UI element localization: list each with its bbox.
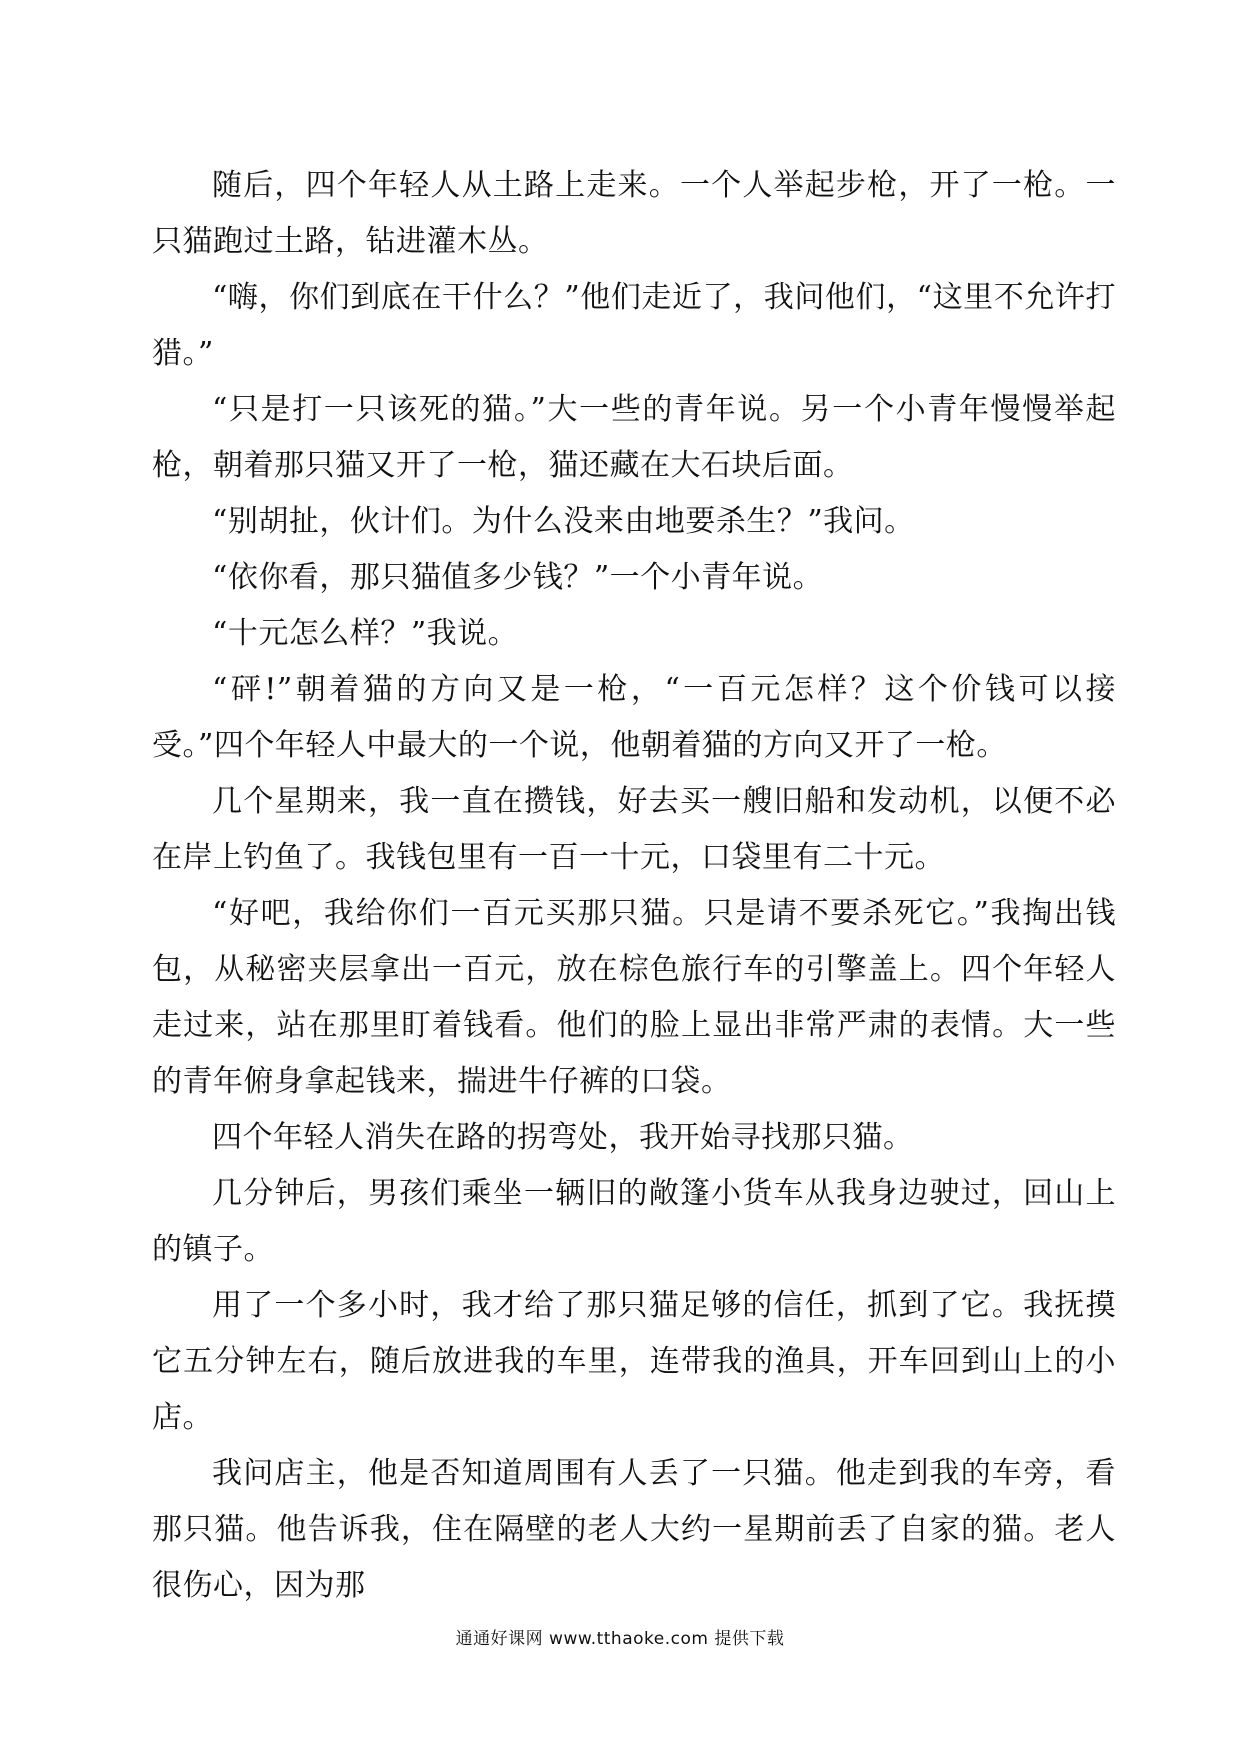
paragraph: “依你看，那只猫值多少钱？”一个小青年说。 [212,560,824,595]
document-body [152,158,1116,1614]
paragraph: 我问店主，他是否知道周围有人丢了一只猫。他走到我的车旁，看那只猫。他告诉我，住在隔壁的老人大约一星期前丢了自家的猫。老人很伤心，因为那 [152,1456,1116,1603]
paragraph: “嗨，你们到底在干什么？”他们走近了，我问他们，“这里不允许打猎。” [152,280,1116,371]
paragraph: 几个星期来，我一直在攒钱，好去买一艘旧船和发动机，以便不必在岸上钓鱼了。我钱包里有一百一十元，口袋里有二十元。 [152,784,1116,875]
paragraph: “只是打一只该死的猫。”大一些的青年说。另一个小青年慢慢举起枪，朝着那只猫又开了一枪，猫还藏在大石块后面。 [152,392,1116,483]
page-footer: 通通好课网 www.tthaoke.com 提供下载 [455,1629,785,1649]
paragraph: 随后，四个年轻人从土路上走来。一个人举起步枪，开了一枪。一只猫跑过土路，钻进灌木丛。 [152,168,1116,259]
paragraph: 用了一个多小时，我才给了那只猫足够的信任，抓到了它。我抚摸它五分钟左右，随后放进我的车里，连带我的渔具，开车回到山上的小店。 [152,1288,1116,1435]
paragraph: “别胡扯，伙计们。为什么没来由地要杀生？”我问。 [212,504,915,539]
paragraph: 几分钟后，男孩们乘坐一辆旧的敞篷小货车从我身边驶过，回山上的镇子。 [152,1176,1116,1267]
paragraph: 四个年轻人消失在路的拐弯处，我开始寻找那只猫。 [212,1120,914,1155]
paragraph: “砰!”朝着猫的方向又是一枪，“一百元怎样？这个价钱可以接受。”四个年轻人中最大的一个说，他朝着猫的方向又开了一枪。 [152,672,1116,763]
paragraph: “十元怎么样？”我说。 [212,616,519,651]
paragraph: “好吧，我给你们一百元买那只猫。只是请不要杀死它。”我掏出钱包，从秘密夹层拿出一百元，放在棕色旅行车的引擎盖上。四个年轻人走过来，站在那里盯着钱看。他们的脸上显出非常严肃的表情。大一些的青年俯身拿起钱来，揣进牛仔裤的口袋。 [152,896,1116,1099]
